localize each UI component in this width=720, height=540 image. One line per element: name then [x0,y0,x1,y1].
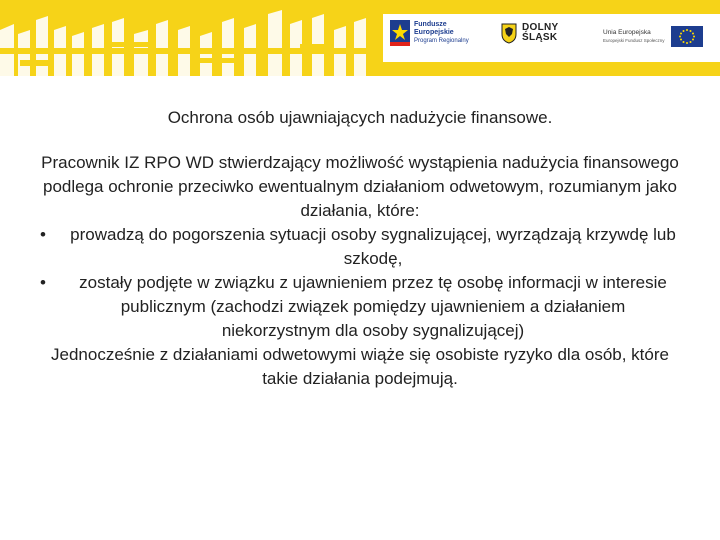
fe-line1: Fundusze [414,21,447,28]
ue-line1: Unia Europejska [603,28,651,36]
dolny-slask-logo [500,22,559,44]
bullet-text: prowadzą do pogorszenia sytuacji osoby sygnalizującej, wyrządzają krzywdę lub szkodę, [70,225,676,268]
header-pattern [0,0,383,76]
fundusze-europejskie-logo [390,20,469,46]
unia-europejska-logo [603,26,703,47]
eu-flag-icon [671,26,703,47]
ue-line2: Europejski Fundusz Społeczny [603,37,665,43]
lower-silesia-eagle-icon [500,22,518,44]
ds-line1: DOLNY [522,22,559,33]
bullet-mark: • [40,273,46,292]
closing-paragraph: Jednocześnie z działaniami odwetowymi wiąże się osobiste ryzyko dla osób, które takie działania podejmują. [51,345,669,388]
bullet-item [40,271,680,343]
slide-content [40,105,680,391]
fe-line3: Program Regionalny [414,38,469,44]
bullet-item [40,223,680,271]
bullet-text: zostały podjęte w związku z ujawnieniem przez tę osobę informacji w interesie publicznym (zachodzi związek pomiędzy ujawnieniem a działaniem niekorzystnym dla osoby sygnalizującej) [79,273,667,340]
slide-title: Ochrona osób ujawniających nadużycie finansowe. [167,108,553,127]
ds-line2: ŚLĄSK [522,32,558,43]
intro-paragraph: Pracownik IZ RPO WD stwierdzający możliwość wystąpienia nadużycia finansowego podlega ochronie przeciwko ewentualnym działaniom odwetowym, rozumianym jako działania, które: [41,153,679,220]
bullet-mark: • [40,225,46,244]
header-bar [0,0,720,76]
eu-funds-star-icon [390,20,410,46]
fe-line2: Europejskie [414,29,454,36]
